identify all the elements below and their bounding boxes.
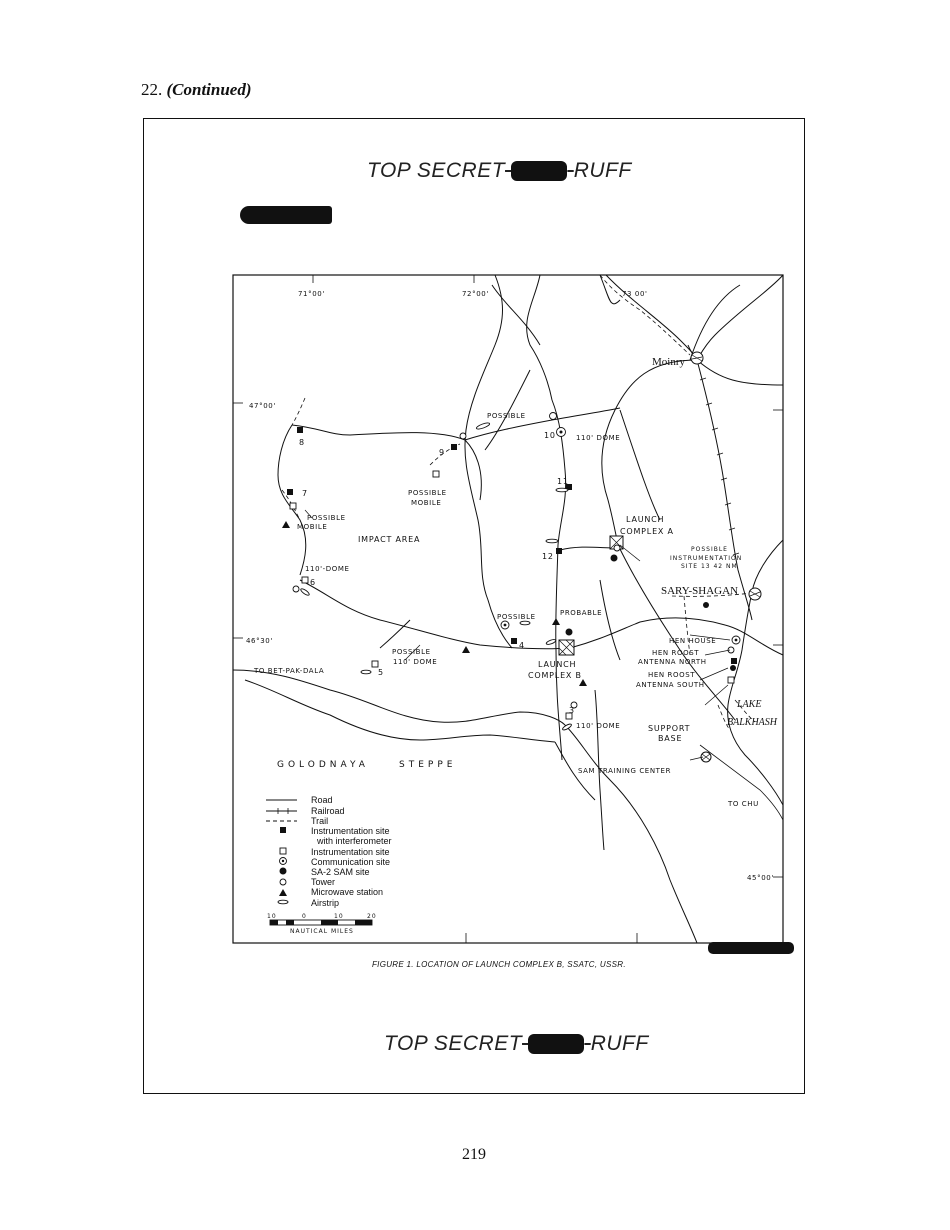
label-possible-mobile-left-2: MOBILE	[297, 523, 328, 531]
label-hen-roost-south-2: ANTENNA SOUTH	[636, 681, 705, 689]
site-number-8: 8	[299, 438, 305, 447]
scale-tick-2: 10	[334, 913, 344, 920]
legend-label-10: Airstrip	[311, 898, 340, 908]
redaction-block-bottom	[528, 1034, 584, 1054]
river-outlet	[700, 745, 783, 820]
label-hen-roost-south-1: HEN ROOST	[648, 671, 696, 679]
map-legend	[266, 795, 392, 935]
site-number-3: 3	[569, 706, 575, 715]
site-number-11: 11	[557, 477, 569, 486]
label-possible-mobile-left-1: POSSIBLE	[307, 514, 346, 522]
scale-bar	[267, 913, 377, 935]
page-number: 219	[462, 1146, 486, 1163]
impact-area-label: IMPACT AREA	[358, 535, 421, 544]
label-hen-house: HEN HOUSE	[669, 637, 717, 645]
legend-open-square-icon	[280, 848, 286, 854]
label-possible-mobile-mid-2: MOBILE	[411, 499, 442, 507]
label-dome-3: 110' DOME	[576, 722, 621, 730]
coord-lon-73: 73 00'	[622, 290, 648, 298]
label-support-2: BASE	[658, 734, 683, 743]
section-continued: (Continued)	[166, 80, 252, 99]
site-number-12: 12	[542, 552, 554, 561]
label-probable: PROBABLE	[560, 609, 603, 617]
site-number-5: 5	[378, 668, 384, 677]
coord-lon-71: 71°00'	[298, 290, 325, 298]
lake-shoreline	[728, 540, 783, 805]
label-dome-6: 110'-DOME	[305, 565, 350, 573]
legend-label-5: Instrumentation site	[311, 847, 390, 857]
legend-triangle-icon	[279, 889, 287, 896]
legend-label-8: Tower	[311, 877, 336, 887]
coord-lat-45: 45°00'	[747, 874, 774, 882]
to-bet-pak-dala: TO BET-PAK-DALA	[254, 667, 325, 675]
place-balkhash: BALKHASH	[727, 717, 777, 728]
launch-a-label-2: COMPLEX A	[620, 527, 674, 536]
label-instr-1: POSSIBLE	[691, 546, 728, 553]
site-number-4: 4	[519, 641, 525, 650]
sary-shagan-town	[749, 588, 761, 600]
figure-caption: FIGURE 1. LOCATION OF LAUNCH COMPLEX B, SSATC, USSR.	[372, 960, 626, 969]
to-chu: TO CHU	[728, 800, 759, 808]
scale-unit: NAUTICAL MILES	[290, 928, 354, 935]
site-number-7: 7	[302, 489, 308, 498]
place-sary-shagan: SARY-SHAGAN	[661, 585, 739, 597]
railroad-ticks	[700, 378, 739, 555]
legend-filled-square-icon	[280, 827, 286, 833]
scale-tick-3: 20	[367, 913, 377, 920]
place-golodnaya: GOLODNAYA	[277, 760, 369, 770]
launch-b-label-2: COMPLEX B	[528, 671, 582, 680]
redaction-map-corner	[708, 942, 794, 954]
launch-b-label-1: LAUNCH	[538, 660, 577, 669]
site-number-6: 6	[310, 578, 316, 587]
place-lake: LAKE	[737, 699, 762, 710]
legend-label-9: Microwave station	[311, 887, 384, 897]
leader-lines	[305, 510, 730, 760]
legend-label-2: Trail	[311, 816, 329, 826]
legend-airstrip-icon	[278, 900, 288, 904]
site-number-9: 9	[439, 448, 445, 457]
coord-lat-47: 47°00'	[249, 402, 276, 410]
legend-filled-circle-icon	[280, 868, 287, 875]
classification-bottom-word: TOP SECRET	[384, 1032, 523, 1055]
railroad	[688, 345, 752, 620]
legend-label-3: Instrumentation site	[311, 826, 390, 836]
label-possible-5a: POSSIBLE	[392, 648, 431, 656]
legend-label-7: SA-2 SAM site	[311, 867, 370, 877]
legend-label-6: Communication site	[311, 857, 391, 867]
place-moinry: Moinry	[652, 356, 685, 368]
launch-a-label-1: LAUNCH	[626, 515, 665, 524]
legend-label-0: Road	[311, 795, 333, 805]
label-possible-mobile-mid-1: POSSIBLE	[408, 489, 447, 497]
classification-top-word-2: RUFF	[573, 159, 632, 182]
site-number-10: 10	[544, 431, 556, 440]
classification-bottom	[384, 1032, 649, 1056]
place-steppe: STEPPE	[399, 760, 457, 770]
label-sam-training: SAM TRAINING CENTER	[578, 767, 672, 775]
label-instr-3: SITE 13 42 NM	[681, 563, 738, 570]
label-instr-2: INSTRUMENTATION	[670, 555, 743, 562]
label-dome-10: 110' DOME	[576, 434, 621, 442]
scale-tick-0: 10	[267, 913, 277, 920]
label-possible-5b: 110' DOME	[393, 658, 438, 666]
coord-lon-72: 72°00'	[462, 290, 489, 298]
legend-open-circle-icon	[280, 879, 286, 885]
legend-label-1: Railroad	[311, 806, 345, 816]
scale-tick-1: 0	[302, 913, 307, 920]
launch-complex-b-symbol	[559, 640, 574, 655]
label-possible-top: POSSIBLE	[487, 412, 526, 420]
label-hen-roost-north-2: ANTENNA NORTH	[638, 658, 707, 666]
instrumentation-interferometer-sites	[287, 427, 737, 664]
label-possible-4: POSSIBLE	[497, 613, 536, 621]
coord-lat-46: 46°30'	[246, 637, 273, 645]
label-support-1: SUPPORT	[648, 724, 691, 733]
classification-top-word: TOP SECRET	[367, 159, 506, 182]
airstrips	[300, 422, 572, 731]
legend-label-4: with interferometer	[317, 836, 392, 846]
label-hen-roost-north-1: HEN ROOST	[652, 649, 700, 657]
classification-bottom-word-2: RUFF	[590, 1032, 649, 1055]
section-number: 22.	[141, 80, 163, 99]
moinry-town	[691, 352, 703, 364]
